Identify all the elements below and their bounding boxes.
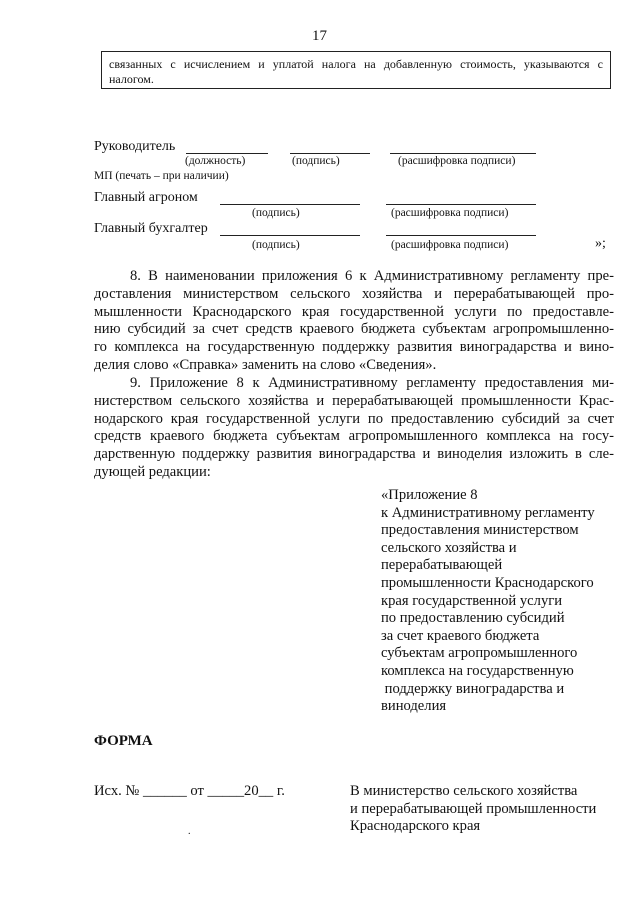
annex-line: предоставления министерством [381,522,579,539]
annex-line: комплекса на государственную [381,662,574,679]
paragraph-line: мышленности Краснодарского края государственной услуги по предоставле- [94,303,614,320]
paragraph-line: нистерством сельского хозяйства и перерабатывающей промышленности Крас- [94,392,614,409]
paragraph-line: нию субсидий за счет средств краевого бюджета субъектам агропромышленно- [94,321,614,338]
form-title: ФОРМА [94,733,153,749]
note-box [101,51,611,89]
accountant-signature-line [220,235,360,236]
agronomist-signature-line [220,204,360,205]
page-number: 17 [312,28,327,44]
accountant-decoding-caption: (расшифровка подписи) [391,239,509,251]
annex-line: поддержку виноградарства и [381,680,565,697]
annex-line: к Административному регламенту [381,504,595,521]
accountant-signature-caption: (подпись) [252,239,300,251]
paragraph-line: делия слово «Справка» заменить на слово «Сведения». [94,356,437,373]
annex-line: «Приложение 8 [381,487,478,503]
position-caption: (должность) [185,155,246,167]
annex-line: края государственной услуги [381,592,563,609]
paragraph-9 [94,375,614,482]
paragraph-8 [94,268,614,375]
agronomist-decoding-line [386,204,536,205]
paragraph-line: 8. В наименовании приложения 6 к Административному регламенту пре- [130,268,614,284]
annex-line: промышленности Краснодарского [381,574,594,591]
addressee-block [350,783,596,836]
note-line: связанных с исчислением и уплатой налога на добавленную стоимость, указываются с [109,57,603,71]
paragraph-line: дующей редакции: [94,463,211,480]
paragraph-line: доставления министерством сельского хозяйства и перерабатывающей про- [94,285,614,302]
paragraph-line: 9. Приложение 8 к Административному регламенту предоставления ми- [130,375,614,391]
outgoing-reference: Исх. № ______ от _____20__ г. [94,783,285,799]
addressee-line: Краснодарского края [350,818,481,835]
annex-header [381,487,595,716]
position-line [186,153,268,154]
annex-line: за счет краевого бюджета [381,627,540,644]
stray-mark: . [188,826,191,837]
paragraph-line: средств краевого бюджета субъектам агропромышленного комплекса на госу- [94,428,614,445]
decoding-caption: (расшифровка подписи) [398,155,516,167]
agronomist-label: Главный агроном [94,190,198,205]
closing-quote-mark: »; [595,236,606,251]
paragraph-line: го комплекса на государственную поддержку развития виноградарства и вино- [94,339,614,356]
signature-caption: (подпись) [292,155,340,167]
annex-line: перерабатывающей [381,557,503,574]
signature-line [290,153,370,154]
seal-note: МП (печать – при наличии) [94,170,229,182]
annex-line: по предоставлению субсидий [381,610,565,627]
paragraph-line: дарственную поддержку развития виноградарства и виноделия изложить в сле- [94,446,614,463]
annex-line: сельского хозяйства и [381,539,517,556]
accountant-label: Главный бухгалтер [94,221,208,236]
agronomist-signature-caption: (подпись) [252,207,300,219]
annex-line: виноделия [381,698,447,715]
decoding-line [390,153,536,154]
annex-line: субъектам агропромышленного [381,645,578,662]
addressee-line: и перерабатывающей промышленности [350,800,597,817]
agronomist-decoding-caption: (расшифровка подписи) [391,207,509,219]
head-label: Руководитель [94,139,176,154]
note-line: налогом. [109,72,154,86]
addressee-line: В министерство сельского хозяйства [350,783,578,799]
paragraph-line: нодарского края государственной услуги по предоставлению субсидий за счет [94,410,614,427]
accountant-decoding-line [386,235,536,236]
